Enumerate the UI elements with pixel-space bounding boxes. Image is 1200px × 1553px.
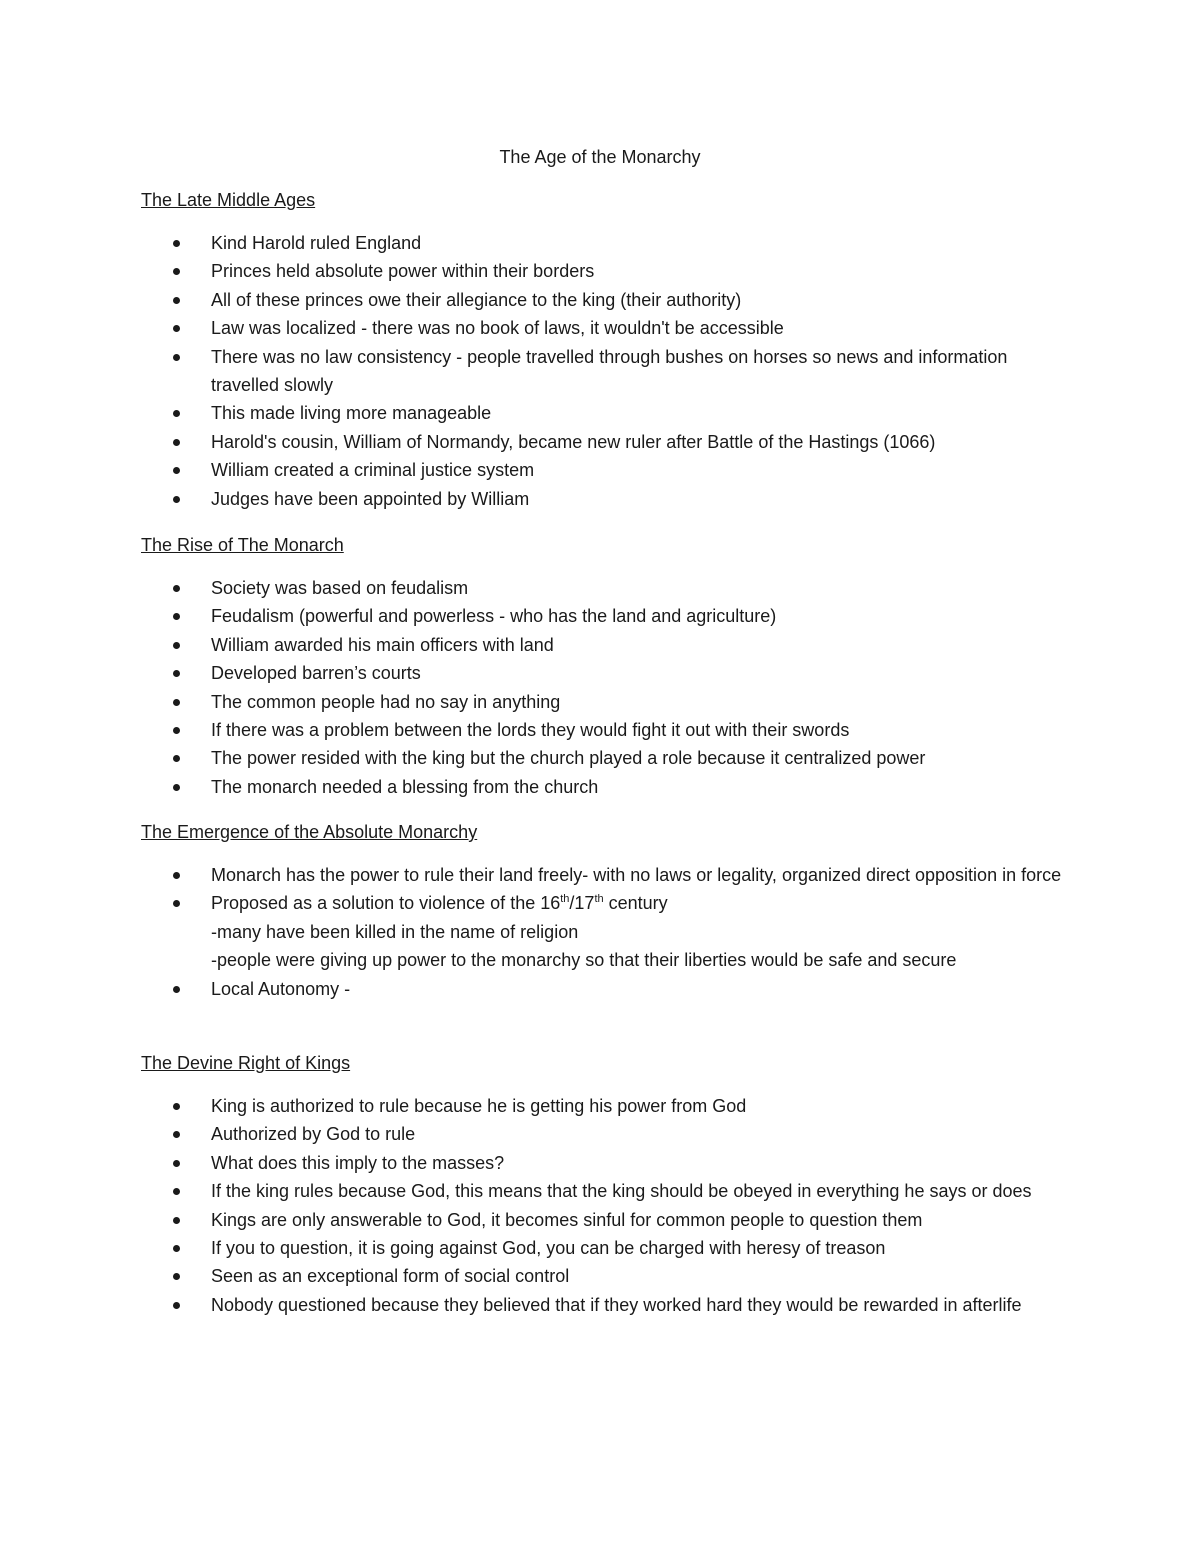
list-item xyxy=(141,773,1071,801)
list-item xyxy=(141,343,1071,400)
list-item-text: The power resided with the king but the church played a role because it centralized power xyxy=(211,748,926,769)
text-fragment: Proposed as a solution to violence of the 16 xyxy=(211,893,561,914)
list-item-text: This made living more manageable xyxy=(211,403,492,424)
list-item xyxy=(141,1206,1071,1234)
bullet-icon xyxy=(173,354,180,361)
bullet-icon xyxy=(173,1160,180,1167)
list-item-text: Harold's cousin, William of Normandy, became new ruler after Battle of the Hastings (1066) xyxy=(211,431,936,452)
list-item xyxy=(141,659,1071,687)
bullet-list xyxy=(141,229,1071,513)
list-item xyxy=(141,286,1071,314)
list-item xyxy=(141,574,1071,602)
list-item xyxy=(141,861,1071,889)
list-item-text: The common people had no say in anything xyxy=(211,691,561,712)
list-item xyxy=(141,1262,1071,1290)
bullet-icon xyxy=(173,670,180,677)
bullet-icon xyxy=(173,784,180,791)
list-item-text xyxy=(211,893,668,913)
bullet-icon xyxy=(173,1273,180,1280)
section-late-middle-ages xyxy=(141,186,1071,513)
list-item-text: Developed barren’s courts xyxy=(211,663,421,684)
list-item xyxy=(141,889,1071,974)
list-item xyxy=(141,688,1071,716)
section-heading: The Rise of The Monarch xyxy=(141,535,344,555)
bullet-icon xyxy=(173,642,180,649)
section-heading: The Emergence of the Absolute Monarchy xyxy=(141,822,478,842)
bullet-list xyxy=(141,1092,1071,1319)
bullet-icon xyxy=(173,755,180,762)
bullet-icon xyxy=(173,1131,180,1138)
list-item-text: Seen as an exceptional form of social control xyxy=(211,1266,570,1287)
sub-line: -people were giving up power to the monarchy so that their liberties would be safe and secure xyxy=(211,950,957,971)
list-item-text: Kind Harold ruled England xyxy=(211,233,422,253)
section-heading: The Late Middle Ages xyxy=(141,190,316,210)
list-item-text: King is authorized to rule because he is getting his power from God xyxy=(211,1096,747,1116)
bullet-icon xyxy=(173,439,180,446)
list-item-text: Society was based on feudalism xyxy=(211,578,469,598)
list-item-text: Monarch has the power to rule their land freely- with no laws or legality, organized direct opposition in force xyxy=(211,865,1062,885)
list-item xyxy=(141,485,1071,513)
sub-line: -many have been killed in the name of religion xyxy=(211,921,579,942)
list-item xyxy=(141,744,1071,772)
bullet-icon xyxy=(173,699,180,706)
list-item-text: William created a criminal justice system xyxy=(211,460,535,481)
list-item-text: All of these princes owe their allegiance to the king (their authority) xyxy=(211,289,742,310)
list-item xyxy=(141,1291,1071,1319)
list-item xyxy=(141,716,1071,744)
list-item xyxy=(141,1234,1071,1262)
bullet-icon xyxy=(173,613,180,620)
bullet-icon xyxy=(173,1245,180,1252)
list-item-text: The monarch needed a blessing from the church xyxy=(211,776,599,797)
bullet-icon xyxy=(173,467,180,474)
text-fragment: /17 xyxy=(569,893,595,914)
list-item xyxy=(141,1149,1071,1177)
list-item-text: Authorized by God to rule xyxy=(211,1124,416,1145)
superscript: th xyxy=(560,893,570,906)
section-rise-of-the-monarch xyxy=(141,531,1071,801)
list-item xyxy=(141,314,1071,342)
list-item-text: Judges have been appointed by William xyxy=(211,488,530,509)
bullet-icon xyxy=(173,325,180,332)
bullet-icon xyxy=(173,410,180,417)
bullet-icon xyxy=(173,585,180,592)
list-item-text: Local Autonomy - xyxy=(211,978,351,999)
bullet-icon xyxy=(173,727,180,734)
list-item xyxy=(141,399,1071,427)
bullet-icon xyxy=(173,1103,180,1110)
list-item xyxy=(141,1092,1071,1120)
list-item-text: Nobody questioned because they believed that if they worked hard they would be rewarded in afterlife xyxy=(211,1294,1022,1315)
bullet-icon xyxy=(173,240,180,247)
list-item xyxy=(141,257,1071,285)
bullet-list xyxy=(141,861,1071,1003)
bullet-icon xyxy=(173,1217,180,1224)
section-absolute-monarchy xyxy=(141,818,1071,1003)
list-item-text: William awarded his main officers with land xyxy=(211,634,554,655)
bullet-icon xyxy=(173,900,180,907)
list-item-text: There was no law consistency - people travelled through bushes on horses so news and information travelled slowly xyxy=(211,346,1008,396)
section-divine-right xyxy=(141,1049,1071,1319)
list-item-text: Law was localized - there was no book of laws, it wouldn't be accessible xyxy=(211,318,784,339)
bullet-icon xyxy=(173,986,180,993)
list-item-text: Kings are only answerable to God, it becomes sinful for common people to question them xyxy=(211,1209,923,1230)
superscript: th xyxy=(594,893,604,906)
list-item-text: If you to question, it is going against God, you can be charged with heresy of treason xyxy=(211,1238,886,1259)
bullet-icon xyxy=(173,872,180,879)
list-item xyxy=(141,456,1071,484)
bullet-icon xyxy=(173,1302,180,1309)
list-item-text: What does this imply to the masses? xyxy=(211,1152,505,1173)
bullet-icon xyxy=(173,1188,180,1195)
bullet-list xyxy=(141,574,1071,801)
bullet-icon xyxy=(173,268,180,275)
document-title: The Age of the Monarchy xyxy=(499,147,701,167)
bullet-icon xyxy=(173,297,180,304)
list-item xyxy=(141,631,1071,659)
bullet-icon xyxy=(173,496,180,503)
text-fragment: century xyxy=(603,893,668,914)
list-item-text: If there was a problem between the lords they would fight it out with their swords xyxy=(211,720,850,741)
list-item xyxy=(141,975,1071,1003)
list-item-text: Princes held absolute power within their borders xyxy=(211,261,595,282)
list-item-text: Feudalism (powerful and powerless - who has the land and agriculture) xyxy=(211,606,777,627)
section-heading: The Devine Right of Kings xyxy=(141,1053,351,1073)
list-item xyxy=(141,1177,1071,1205)
list-item xyxy=(141,1120,1071,1148)
list-item xyxy=(141,229,1071,257)
list-item-text: If the king rules because God, this means that the king should be obeyed in everything he says or does xyxy=(211,1181,1032,1202)
list-item xyxy=(141,602,1071,630)
list-item xyxy=(141,428,1071,456)
